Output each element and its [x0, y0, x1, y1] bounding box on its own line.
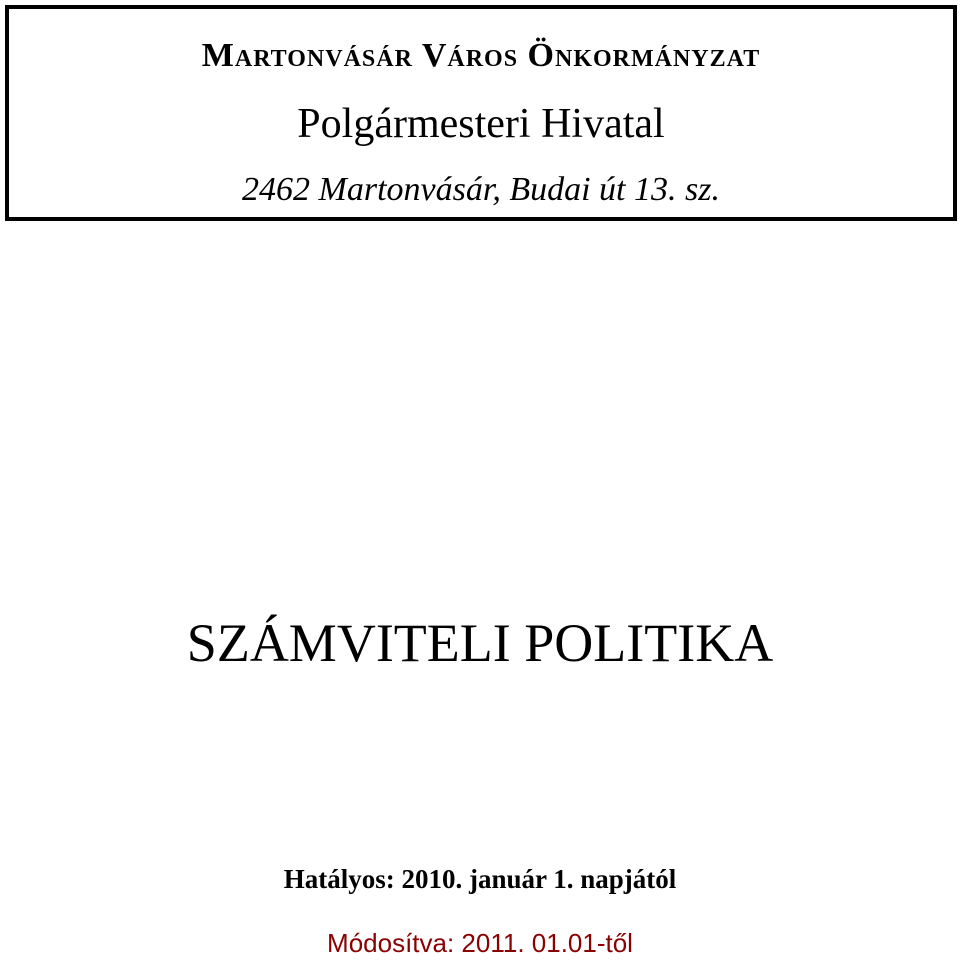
document-title: SZÁMVITELI POLITIKA [186, 613, 774, 673]
office-name: Polgármesteri Hivatal [297, 101, 665, 147]
office-address: 2462 Martonvásár, Budai út 13. sz. [242, 171, 720, 208]
effective-date: Hatályos: 2010. január 1. napjától [283, 864, 677, 894]
modified-date: Módosítva: 2011. 01.01-től [327, 928, 633, 958]
letterhead-box [5, 5, 957, 221]
organization-name: Martonvásár Város Önkormányzat [201, 37, 761, 74]
